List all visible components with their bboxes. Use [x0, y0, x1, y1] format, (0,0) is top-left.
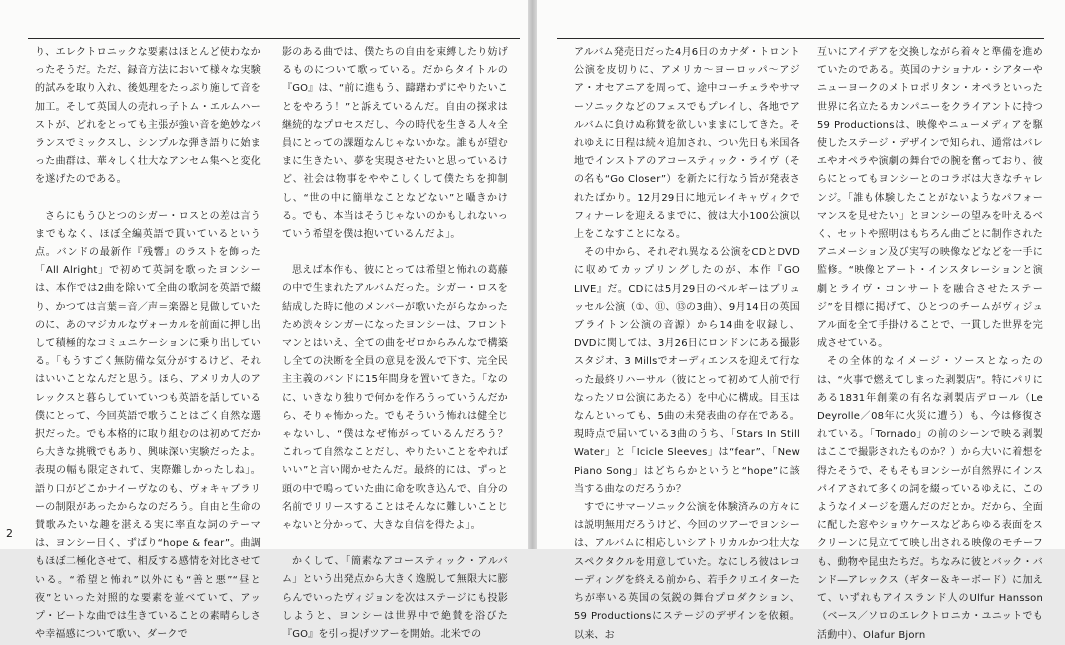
paragraph: 思えば本作も、彼にとっては希望と怖れの葛藤の中で生まれたアルバムだった。シガー・ロスを結成した時に他のメンバーが歌いたがらなかったため渋々シンガーになったヨンシーは、フロントマンとはいえ、全ての曲をゼロからみんなで構築し全ての決断を全員の意見を汲んで下す、完全民主主義のバンドに15年間身を置いてきた。「なのに、いきなり独りで何かを作ろうっていうんだから、そりゃ怖かった。でもそういう怖れは健全じゃないし、“僕はなぜ怖がっているんだろう？ これって自然なことだし、やりたいことをやればいい”と言い聞かせたんだ。最終的には、ずっと頭の中で鳴っていた曲に命を吹き込んで、自分の名前でリリースすることはそんなに難しいことじゃないと分かって、大きな自信を得たよ」。	[282, 265, 519, 532]
paragraph: 影のある曲では、僕たちの自由を束縛したり妨げるものについて歌っている。だからタイトルの『GO』は、“前に進もう、躊躇わずにやりたいことをやろう！”と訴えているんだ。自由の探求は継続的なプロセスだし、今の時代を生きる人々全員にとっての課題なんじゃないかな。誰もが望むまに生きたい、夢を実現させたいと思っているけど、社会は物事をややこしくして僕たちを抑制し、“世の中に簡単なことなどない”と囁きかける。でも、本当はそうじゃないのかもしれないっていう希望を僕は抱いているんだよ」。	[282, 47, 508, 241]
paragraph: その中から、それぞれ異なる公演をCDとDVDに収めてカップリングしたのが、本作『GO LIVE』だ。CDには5月29日のベルギーはブリュッセル公演（①、⑪、⑬の3曲）、9月14日の英国ブライトン公演の音源）から14曲を収録し、DVDに関しては、3月26日にロンドンにある撮影スタジオ、3 Millsでオーディエンスを迎えて行なった最終リハーサル（彼にとって初めて人前で行なったソロ公演にあたる）を中心に構成。目玉はなんといっても、5曲の未発表曲の存在である。現時点で届いている3曲のうち、「Stars In Still Water」と「Icicle Sleeves」は“fear”、「New Piano Song」はどちらかというと“hope”に該当する曲なのだろうか？	[574, 247, 800, 495]
header-rule-left	[28, 38, 520, 39]
book-gutter	[528, 0, 537, 549]
paragraph: すでにサマーソニック公演を体験済みの方々には説明無用だろうけど、今回のツアーでヨンシーは、アルバムに相応しいシアトリカルかつ壮大なスペクタクルを用意していた。なにしろ彼はレコーディングを終える前から、若手クリエイターたちが率いる英国の気鋭の舞台プロダクション、59 Productionsにステージのデザインを依頼。以来、お	[574, 502, 800, 641]
paragraph: その全体的なイメージ・ソースとなったのは、“火事で燃えてしまった剥製店”。特にパリにある1831年創業の有名な剥製店デロール（Le Deyrolle／08年に火災に遭う）も、今は修復されている。「Tornado」の前のシーンで映る剥製はここで撮影されたものか？）から大いに着想を得たそうで、そもそもヨンシーが自然界にインスパイアされて多くの詞を綴っているゆえに、このようなイメージを選んだのだとか。だから、全面に配した窓やショウケースなどあらゆる表面をスクリーンに見立てて映し出される映像のモチーフも、動物や昆虫たちだ。ちなみに彼とバック・バンド―アレックス（ギター＆キーボード）に加えて、いずれもアイスランド人のUlfur Hansson（ベース／ソロのエレクトロニカ・ユニットでも活動中）、Olafur Bjorn	[817, 356, 1043, 641]
paragraph: かくして、「簡素なアコースティック・アルバム」という出発点から大きく逸脱して無限大に膨らんでいったヴィジョンを次はステージにも投影しようと、ヨンシーは世界中で絶賛を浴びた『GO』を引っ提げツアーを開始。北米での	[282, 556, 508, 641]
text-column-4	[817, 44, 1043, 641]
page-number: 2	[6, 527, 13, 540]
paragraph: り、エレクトロニックな要素はほとんど使わなかったそうだ。ただ、録音方法において様々な実験的試みを取り入れ、後処理をたっぷり施して音を加工。そして英国人の売れっ子トム・エルムハーストが、どれをとっても主張が強い音を絶妙なバランスでミックスし、シンプルな弾き語りに始まった曲群は、華々しく壮大なアンセム集へと変化を遂げたのである。	[35, 47, 261, 186]
text-column-1	[35, 44, 261, 641]
text-column-2	[282, 44, 519, 641]
text-column-3	[574, 44, 800, 641]
paragraph: 互いにアイデアを交換しながら着々と準備を進めていたのである。英国のナショナル・シアターやニューヨークのメトロポリタン・オペラといった世界に名立たるカンパニーをクライアントに持つ59 Productionsは、映像やニューメディアを駆使したステージ・デザインで知られ、通常はバレエやオペラや演劇の舞台での腕を奮っており、彼らにとってもヨンシーとのコラボは大きなチャレンジ。「誰も体験したことがないようなパフォーマンスを見せたい」とヨンシーの望みを叶えるべく、セットや照明はもちろん曲ごとに制作されたアニメーション及び実写の映像などなどを一手に監修。“映像とアート・インスタレーションと演劇とライヴ・コンサートを融合させたステージ”を目標に掲げて、ひとつのチームがヴィジュアル面を全て手掛けることで、一貫した世界を完成させている。	[817, 47, 1043, 350]
paragraph: アルバム発売日だった4月6日のカナダ・トロント公演を皮切りに、アメリカ〜ヨーロッパ〜アジア・オセアニアを周って、途中コーチェラやサマーソニックなどのフェスでもプレイし、各地でアルバムに負けぬ称賛を欲しいままにしてきた。それゆえに日程は続々追加され、つい先日も米国各地でインストアのアコースティック・ライヴ（その名も“Go Closer”）を新たに行なう旨が発表されたばかり。12月29日に地元レイキャヴィクでフィナーレを迎えるまでに、彼は大小100公演以上をこなすことになる。	[574, 47, 800, 241]
paragraph: さらにもうひとつのシガー・ロスとの差は言うまでもなく、ほぼ全編英語で貫いているという点。バンドの最新作『残響』のラストを飾った「All Alright」で初めて英詞を歌ったヨンシーは、本作では2曲を除いて全曲の歌詞を英語で綴り、かつては言葉＝音／声＝楽器と見做していたのに、あのマジカルなヴォーカルを前面に押し出して積極的なコミュニケーションに乗り出している。「もうすごく無防備な気分がするけど、それはいいことなんだと思う。ほら、アメリカ人のアレックスと暮らしていていつも英語を話している僕にとって、今回英語で歌うことはごく自然な選択だった。でも本格的に取り組むのは初めてだから大きな挑戦でもあり、興味深い実験だったよ。表現の幅も限定されて、実際難しかったしね」。語り口がどこかナイーヴなのも、ヴォキャブラリーの制限があったからなのだろう。自由と生命の賛歌みたいな趣を湛える実に率直な詞のテーマは、ヨンシー日く、ずばり“hope & fear”。曲調もほぼ二極化させて、相反する感情を対比させている。“希望と怖れ”以外にも“善と悪”“昼と夜”といった対照的な要素を並べていて、アップ・ビートな曲では生きていることの素晴らしさや幸福感について歌い、ダークで	[35, 210, 261, 641]
right-page	[537, 0, 1065, 641]
header-rule-right	[557, 38, 1044, 39]
left-page	[0, 0, 528, 641]
